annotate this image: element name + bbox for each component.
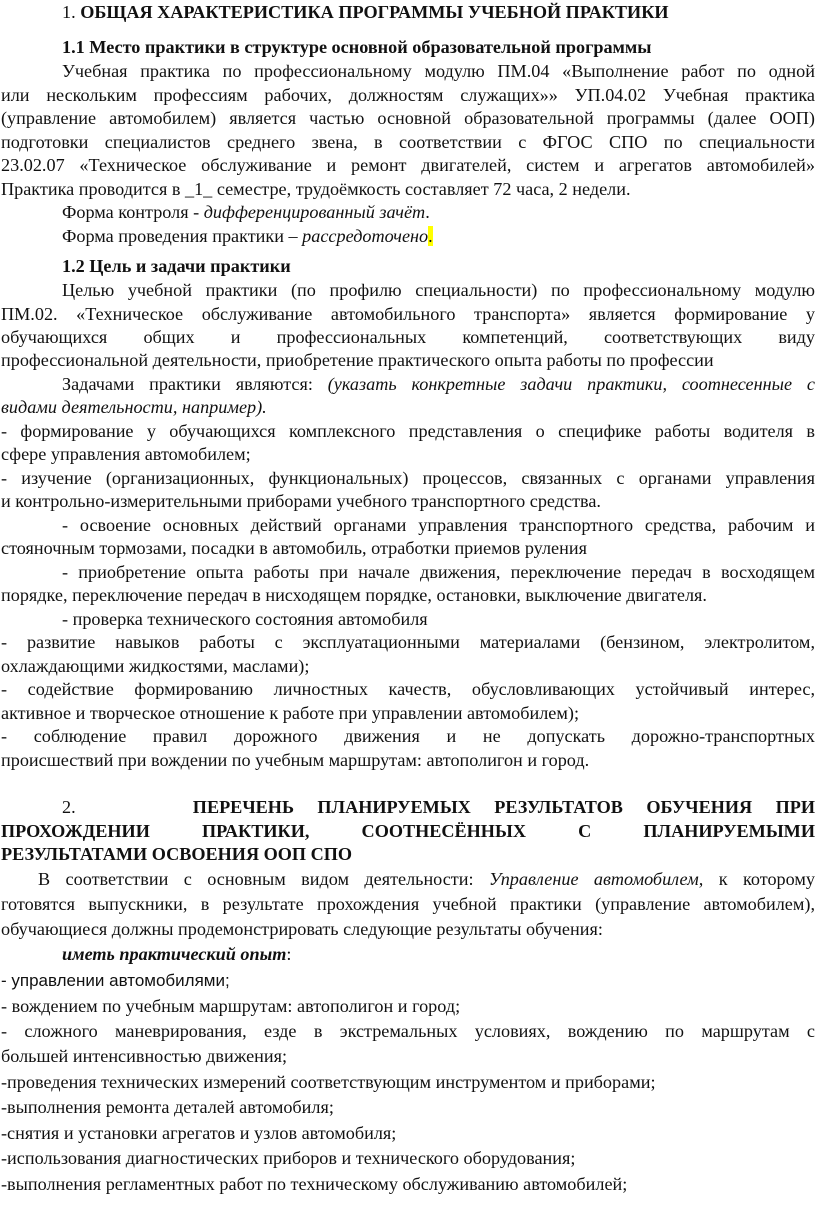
control-form-line [62,201,815,225]
paragraph-line: готовятся выпускники, в результате прохождения учебной практики (управление автомобилем), [1,894,815,914]
experience-label-line [62,943,815,967]
tasks-note-cont: видами деятельности, например). [1,397,267,417]
task-item: порядке, переключение передач в нисходящем порядке, остановки, выключение двигателя. [1,585,707,605]
result-item: -выполнения ремонта деталей автомобиля; [1,1097,334,1117]
task-item: сфере управления автомобилем; [1,444,251,464]
paragraph-line: обучающиеся должны продемонстрировать следующие результаты обучения: [1,919,603,939]
task-item: активное и творческое отношение к работе при управлении автомобилем); [1,703,580,723]
task-item: - развитие навыков работы с эксплуатационными материалами (бензином, электролитом, [1,632,815,652]
task-item: - формирование у обучающихся комплексного представления о специфике работы водителя в [1,421,815,441]
task-item: - содействие формированию личностных качеств, обусловливающих устойчивый интерес, [1,679,815,699]
result-item: - вождением по учебным маршрутам: автополигон и город; [1,996,461,1016]
result-item: -проведения технических измерений соответствующим инструментом и приборами; [1,1072,656,1092]
result-item: -использования диагностических приборов и технического оборудования; [1,1148,576,1168]
task-item: происшествий при вождении по учебным маршрутам: автополигон и город. [1,750,590,770]
task-item: и контрольно-измерительными приборами учебного транспортного средства. [1,491,601,511]
section-2-title-cont: РЕЗУЛЬТАТАМИ ОСВОЕНИЯ ООП СПО [1,844,353,864]
practice-form-value: рассредоточено [302,226,429,246]
section-2-intro-line [38,868,815,892]
section-2-title: ПЕРЕЧЕНЬ ПЛАНИРУЕМЫХ РЕЗУЛЬТАТОВ ОБУЧЕНИЯ ПРИ [192,797,815,817]
experience-label: иметь практический опыт [62,944,287,964]
task-item: - приобретение опыта работы при начале движения, переключение передач в восходящем [62,562,815,582]
subsection-1-1-title: 1.1 Место практики в структуре основной образовательной программы [62,37,652,57]
task-item: - соблюдение правил дорожного движения и не допускать дорожно-транспортных [1,726,815,746]
paragraph-line: (управление автомобилем) является частью основной образовательной программы (далее ООП) [1,108,815,128]
control-form-value: дифференцированный зачёт [203,202,426,222]
result-item: - сложного маневрирования, езде в экстремальных условиях, вождению по маршрутам с [1,1021,815,1041]
experience-colon: : [286,944,292,964]
task-item: охлаждающими жидкостями, маслами); [1,656,310,676]
task-item: - освоение основных действий органами управления транспортного средства, рабочим и [62,515,815,535]
result-item: - управлении автомобилями; [1,971,230,990]
control-form-label: Форма контроля - [62,202,204,222]
task-item: - изучение (организационных, функциональных) процессов, связанных с органами управления [1,468,815,488]
intro-end: к которому [703,869,815,889]
section-2-heading-line [62,796,815,820]
control-form-end: . [425,202,430,222]
tasks-label: Задачами практики являются: [62,374,328,394]
section-2-title-cont: ПРОХОЖДЕНИИ ПРАКТИКИ, СООТНЕСЁННЫХ С ПЛАНИРУЕМЫМИ [1,821,815,841]
tasks-note: (указать конкретные задачи практики, соотнесенные с [327,374,815,394]
paragraph-line: Практика проводится в _1_ семестре, трудоёмкость составляет 72 часа, 2 недели. [1,179,631,199]
result-item: -снятия и установки агрегатов и узлов автомобиля; [1,1123,397,1143]
tasks-intro-line [62,373,815,397]
paragraph-line: Учебная практика по профессиональному модулю ПМ.04 «Выполнение работ по одной [62,61,815,81]
section-1-number: 1. [62,2,76,22]
paragraph-line: или нескольким профессиям рабочих, должностям служащих»» УП.04.02 Учебная практика [1,85,815,105]
paragraph-line: Целью учебной практики (по профилю специальности) по профессиональному модулю [62,280,815,300]
practice-form-line [62,225,815,249]
paragraph-line: профессиональной деятельности, приобретение практического опыта работы по профессии [1,350,714,370]
paragraph-line: подготовки специалистов среднего звена, в соответствии с ФГОС СПО по специальности [1,132,815,152]
task-item: стояночным тормозами, посадки в автомобиль, отработки приемов руления [1,538,587,558]
task-item: - проверка технического состояния автомобиля [62,609,428,629]
result-item: -выполнения регламентных работ по техническому обслуживанию автомобилей; [1,1174,628,1194]
paragraph-line: ПМ.02. «Техническое обслуживание автомобильного транспорта» является формирование у [1,304,815,324]
section-1-title: ОБЩАЯ ХАРАКТЕРИСТИКА ПРОГРАММЫ УЧЕБНОЙ ПРАКТИКИ [80,2,669,22]
section-1-heading [62,1,815,25]
result-item: большей интенсивностью движения; [1,1046,288,1066]
paragraph-line: 23.02.07 «Техническое обслуживание и ремонт двигателей, систем и агрегатов автомобилей» [1,155,815,175]
intro-activity: Управление автомобилем, [488,869,704,889]
paragraph-line: обучающихся общих и профессиональных компетенций, соответствующих виду [1,327,815,347]
section-2-number: 2. [62,797,76,817]
highlighted-period: . [428,226,433,246]
practice-form-label: Форма проведения практики – [62,226,303,246]
subsection-1-2-title: 1.2 Цель и задачи практики [62,256,291,276]
intro-text: В соответствии с основным видом деятельности: [38,869,489,889]
